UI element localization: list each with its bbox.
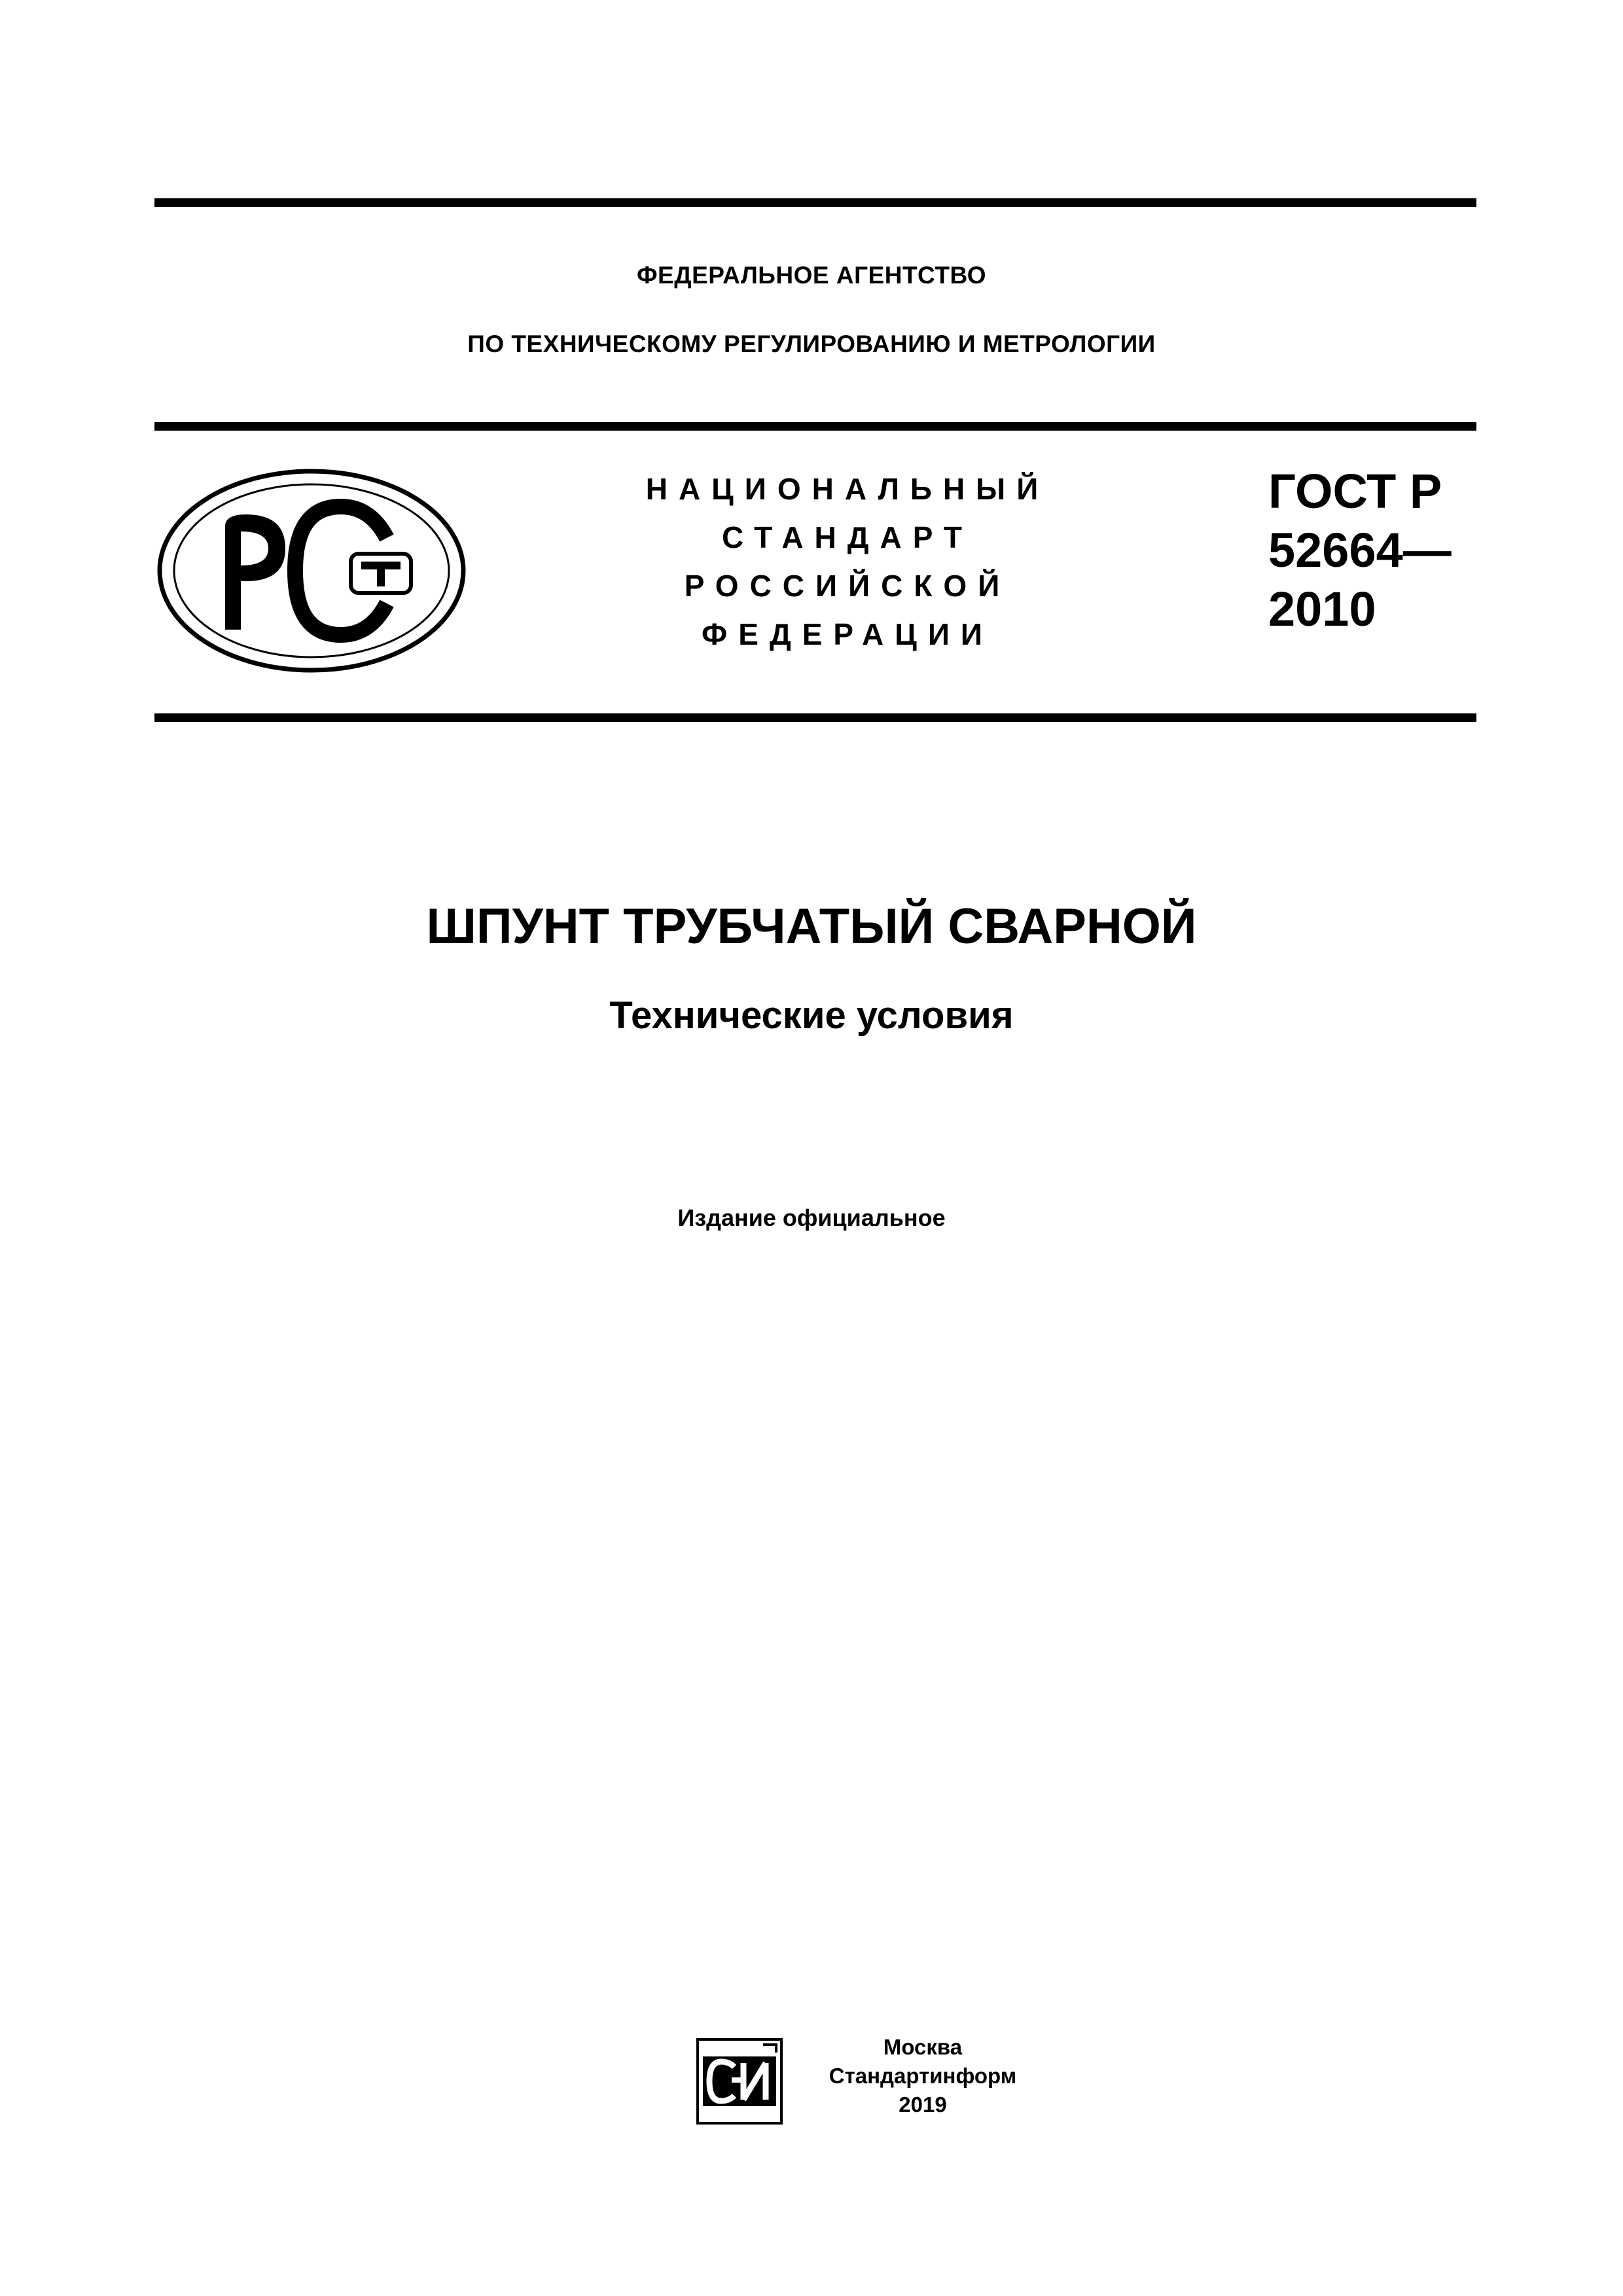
- national-standard-line: СТАНДАРТ: [722, 520, 973, 554]
- national-standard-line: РОССИЙСКОЙ: [684, 569, 1011, 603]
- publication-year: 2019: [899, 2092, 947, 2117]
- designation-line: 52664—: [1268, 523, 1452, 577]
- designation-line: 2010: [1268, 582, 1376, 636]
- national-standard-label: [625, 465, 1070, 658]
- edition-note: Издание официальное: [677, 1204, 946, 1231]
- agency-line-2: ПО ТЕХНИЧЕСКОМУ РЕГУЛИРОВАНИЮ И МЕТРОЛОГИИ: [467, 331, 1156, 357]
- top-rule: [154, 198, 1476, 207]
- header-rule: [154, 422, 1476, 431]
- document-title: ШПУНТ ТРУБЧАТЫЙ СВАРНОЙ: [426, 899, 1197, 954]
- standard-block-rule: [154, 713, 1476, 722]
- publisher-city: Москва: [883, 2035, 963, 2059]
- rst-certification-mark-icon: [154, 466, 469, 675]
- publisher-name: Стандартинформ: [829, 2064, 1017, 2088]
- publisher-imprint: [798, 2033, 1047, 2119]
- standard-designation: [1268, 462, 1452, 639]
- national-standard-line: ФЕДЕРАЦИИ: [702, 617, 993, 651]
- document-subtitle: Технические условия: [609, 994, 1014, 1037]
- agency-line-1: ФЕДЕРАЛЬНОЕ АГЕНТСТВО: [636, 262, 987, 289]
- national-standard-line: НАЦИОНАЛЬНЫЙ: [645, 472, 1050, 506]
- standartinform-logo-icon: [695, 2037, 784, 2126]
- designation-line: ГОСТ Р: [1268, 464, 1442, 518]
